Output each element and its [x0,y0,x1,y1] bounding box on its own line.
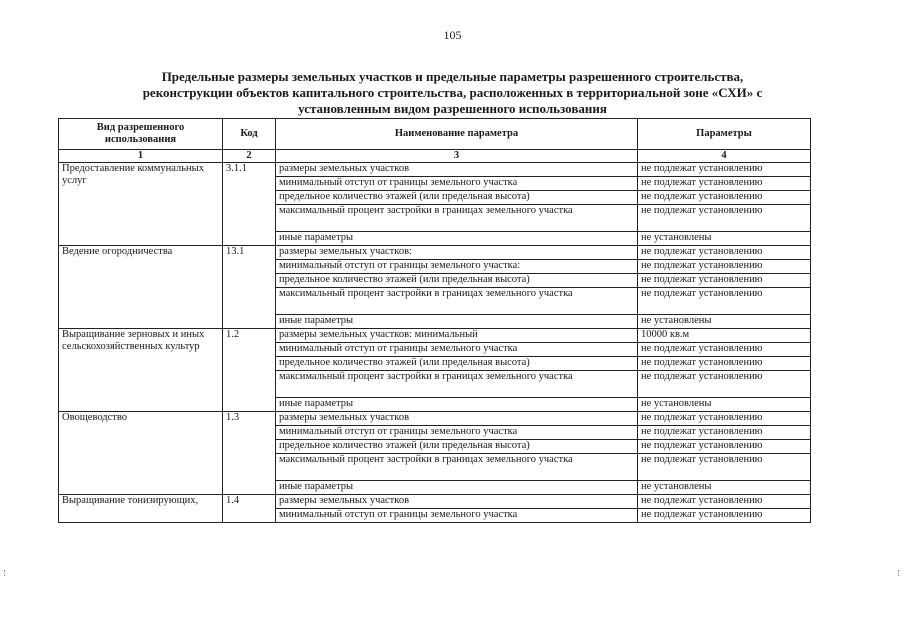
header-value: Параметры [638,119,811,150]
parameter-name-cell: предельное количество этажей (или предельная высота) [276,357,638,371]
scan-edge-mark-left [4,570,7,576]
parameter-name-cell: предельное количество этажей (или предельная высота) [276,191,638,205]
use-code-cell: 1.4 [223,495,276,523]
use-code-cell: 1.3 [223,412,276,495]
table-row [59,329,811,343]
parameter-value-cell: не подлежат установлению [638,454,811,481]
parameters-table [58,118,811,523]
title-line-2: реконструкции объектов капитального строительства, расположенных в территориальной зоне «СХИ» с [142,85,763,100]
document-title [70,69,835,117]
parameter-value-cell: не подлежат установлению [638,191,811,205]
title-line-3: установленным видом разрешенного использования [298,101,607,116]
col-number-4: 4 [638,150,811,163]
col-number-1: 1 [59,150,223,163]
use-type-cell: Выращивание тонизирующих, [59,495,223,523]
parameter-value-cell: не установлены [638,232,811,246]
header-param: Наименование параметра [276,119,638,150]
use-type-cell: Ведение огородничества [59,246,223,329]
col-number-3: 3 [276,150,638,163]
parameter-value-cell: не подлежат установлению [638,440,811,454]
parameter-name-cell: предельное количество этажей (или предельная высота) [276,274,638,288]
parameter-name-cell: минимальный отступ от границы земельного участка: [276,260,638,274]
scan-edge-mark-right [898,570,901,576]
col-number-2: 2 [223,150,276,163]
use-code-cell: 13.1 [223,246,276,329]
parameter-name-cell: размеры земельных участков: [276,246,638,260]
parameter-value-cell: не подлежат установлению [638,163,811,177]
parameter-value-cell: не подлежат установлению [638,412,811,426]
parameter-name-cell: иные параметры [276,232,638,246]
parameter-name-cell: минимальный отступ от границы земельного участка [276,343,638,357]
table-body [59,163,811,523]
header-use: Вид разрешенного использования [59,119,223,150]
title-line-1: Предельные размеры земельных участков и предельные параметры разрешенного строительства, [161,69,744,84]
parameter-name-cell: размеры земельных участков [276,412,638,426]
parameter-name-cell: размеры земельных участков: минимальный [276,329,638,343]
parameter-value-cell: не подлежат установлению [638,177,811,191]
parameter-value-cell: не установлены [638,481,811,495]
parameter-value-cell: не подлежат установлению [638,246,811,260]
parameter-value-cell: не установлены [638,398,811,412]
parameter-name-cell: размеры земельных участков [276,163,638,177]
table-row [59,412,811,426]
parameter-value-cell: не установлены [638,315,811,329]
parameter-name-cell: иные параметры [276,315,638,329]
table-row [59,495,811,509]
parameter-value-cell: не подлежат установлению [638,371,811,398]
parameter-value-cell: не подлежат установлению [638,205,811,232]
parameter-name-cell: предельное количество этажей (или предельная высота) [276,440,638,454]
parameter-name-cell: размеры земельных участков [276,495,638,509]
parameter-name-cell: минимальный отступ от границы земельного участка [276,177,638,191]
parameter-name-cell: иные параметры [276,398,638,412]
parameter-value-cell: не подлежат установлению [638,288,811,315]
parameter-value-cell: не подлежат установлению [638,495,811,509]
parameter-name-cell: иные параметры [276,481,638,495]
use-type-cell: Предоставление коммунальных услуг [59,163,223,246]
use-type-cell: Выращивание зерновых и иных сельскохозяйственных культур [59,329,223,412]
use-code-cell: 1.2 [223,329,276,412]
parameter-value-cell: не подлежат установлению [638,343,811,357]
parameter-value-cell: не подлежат установлению [638,426,811,440]
parameter-value-cell: не подлежат установлению [638,260,811,274]
parameter-name-cell: максимальный процент застройки в границах земельного участка [276,371,638,398]
header-code: Код [223,119,276,150]
parameter-value-cell: не подлежат установлению [638,357,811,371]
parameter-value-cell: не подлежат установлению [638,509,811,523]
use-code-cell: 3.1.1 [223,163,276,246]
table-row [59,163,811,177]
table-row [59,246,811,260]
parameter-value-cell: не подлежат установлению [638,274,811,288]
page-number: 105 [443,28,462,42]
parameter-name-cell: минимальный отступ от границы земельного участка [276,426,638,440]
parameter-name-cell: максимальный процент застройки в границах земельного участка [276,205,638,232]
parameter-value-cell: 10000 кв.м [638,329,811,343]
parameter-name-cell: максимальный процент застройки в границах земельного участка [276,454,638,481]
parameter-name-cell: минимальный отступ от границы земельного участка [276,509,638,523]
parameter-name-cell: максимальный процент застройки в границах земельного участка [276,288,638,315]
use-type-cell: Овощеводство [59,412,223,495]
